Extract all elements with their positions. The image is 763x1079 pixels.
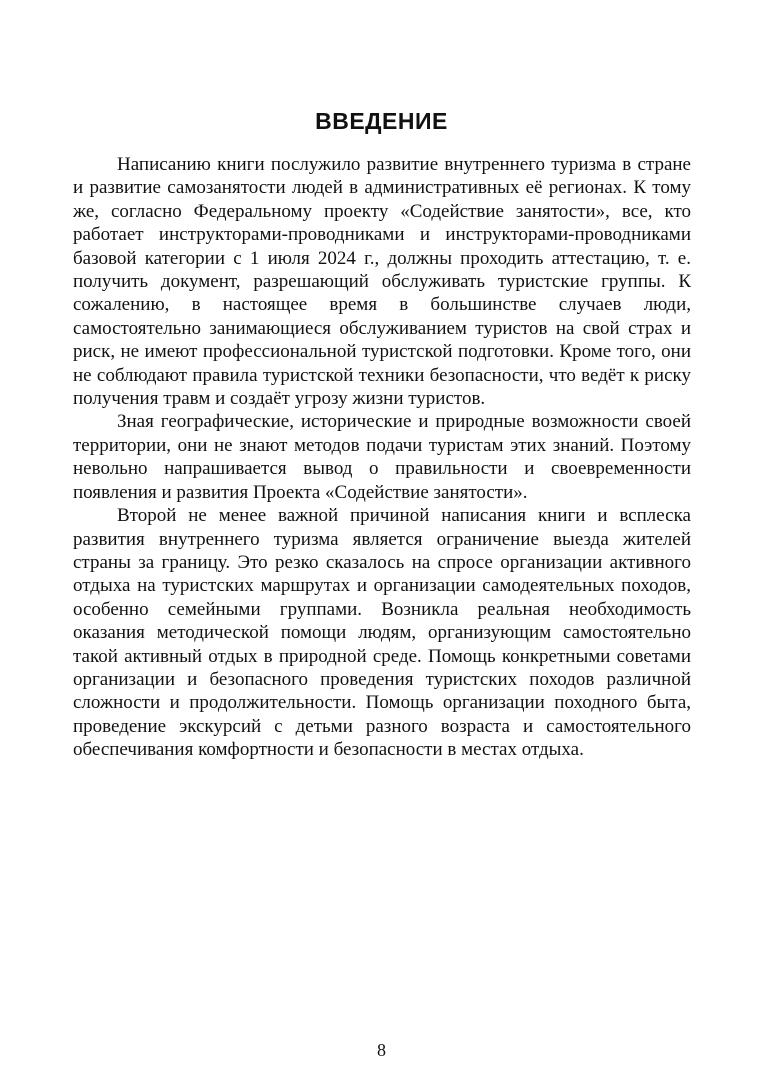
paragraph-1: Написанию книги послужило развитие внутреннего туризма в стране и развитие самозанятости людей в административных её регионах. К тому же, согласно Федеральному проекту «Содействие занятости», все, кто работает инструкторами-проводниками и инструкторами-проводниками базовой категории с 1 июля 2024 г., должны проходить аттестацию, т. е. получить документ, разрешающий обслуживать туристские группы. К сожалению, в настоящее время в большинстве случаев люди, самостоятельно занимающиеся обслуживанием туристов на свой страх и риск, не имеют профессиональной туристской подготовки. Кроме того, они не соблюдают правила туристской техники безопасности, что ведёт к риску получения травм и создаёт угрозу жизни туристов.: [73, 154, 691, 410]
paragraph-3: Второй не менее важной причиной написания книги и всплеска развития внутреннего туризма является ограничение выезда жителей страны за границу. Это резко сказалось на спросе организации активного отдыха на туристских маршрутах и организации самодеятельных походов, особенно семейными группами. Возникла реальная необходимость оказания методической помощи людям, организующим самостоятельно такой активный отдых в природной среде. Помощь конкретными советами организации и безопасного проведения туристских походов различной сложности и продолжительности. Помощь организации походного быта, проведение экскурсий с детьми разного возраста и самостоятельного обеспечивания комфортности и безопасности в местах отдыха.: [73, 505, 691, 761]
page-number: 8: [377, 1040, 386, 1060]
paragraph-2: Зная географические, исторические и природные возможности своей территории, они не знают методов подачи туристам этих знаний. Поэтому невольно напрашивается вывод о правильности и своевременности появления и развития Проекта «Содействие занятости».: [73, 411, 691, 503]
body-text: [73, 153, 691, 762]
section-title: ВВЕДЕНИЕ: [315, 108, 448, 134]
